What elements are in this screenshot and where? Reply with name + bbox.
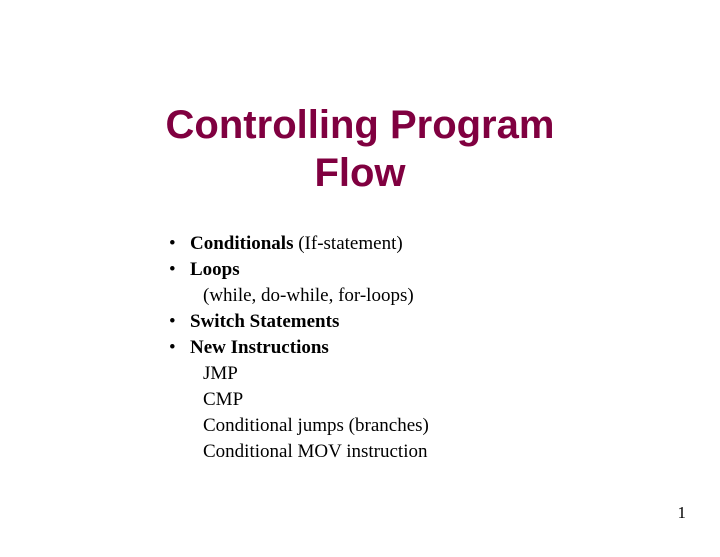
title-line-1: Controlling Program bbox=[165, 103, 555, 147]
bullet-heading: Switch Statements bbox=[190, 311, 340, 332]
sub-item: CMP bbox=[203, 389, 244, 410]
bullet-list bbox=[169, 231, 429, 465]
slide-title bbox=[0, 101, 720, 197]
page-number: 1 bbox=[677, 503, 686, 522]
sub-item: Conditional jumps (branches) bbox=[203, 415, 429, 436]
bullet-item-conditionals bbox=[169, 231, 429, 257]
bullet-item-new-instructions bbox=[169, 335, 429, 465]
bullet-detail: (If-statement) bbox=[293, 233, 403, 254]
bullet-heading: Conditionals bbox=[190, 233, 294, 254]
bullet-item-loops bbox=[169, 257, 429, 309]
bullet-icon: • bbox=[169, 233, 176, 254]
bullet-item-switch bbox=[169, 309, 429, 335]
bullet-heading: Loops bbox=[190, 259, 240, 280]
sub-item: JMP bbox=[203, 363, 238, 384]
bullet-heading: New Instructions bbox=[190, 337, 329, 358]
sub-item: (while, do-while, for-loops) bbox=[203, 285, 414, 306]
title-line-2: Flow bbox=[314, 151, 406, 195]
bullet-icon: • bbox=[169, 311, 176, 332]
sub-item: Conditional MOV instruction bbox=[203, 441, 428, 462]
bullet-icon: • bbox=[169, 337, 176, 358]
bullet-icon: • bbox=[169, 259, 176, 280]
